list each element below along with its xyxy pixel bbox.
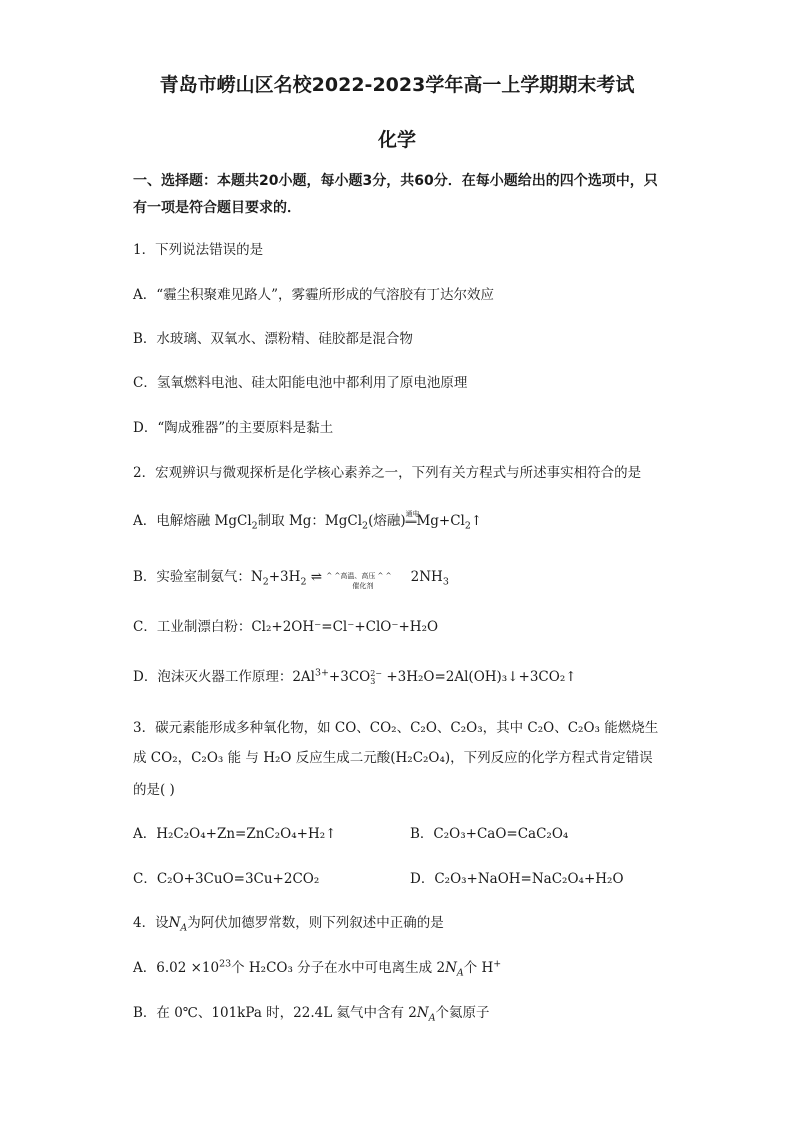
section-instruction-line1: 一、选择题：本题共20小题，每小题3分，共60分．在每小题给出的四个选项中，只	[133, 173, 658, 189]
q4-stem-prefix: 4．设	[133, 915, 169, 931]
q2-d-mid: +3	[328, 669, 349, 685]
q3-option-b: B．C₂O₃+CaO=CaC₂O₄	[410, 826, 569, 842]
q2-a-melt: (熔融)	[368, 513, 406, 529]
q4-stem-na: N	[168, 915, 181, 931]
q3-line1: 3．碳元素能形成多种氧化物，如 CO、CO₂、C₂O、C₂O₃，其中 C₂O、C₂O₃ 能燃烧生	[133, 720, 659, 736]
exam-title: 青岛市崂山区名校2022-2023学年高一上学期期末考试	[159, 74, 635, 96]
q2-a-text1: 制取 Mg：MgCl	[257, 513, 363, 529]
q2-d-prefix: D．泡沫灭火器工作原理：2Al	[133, 669, 315, 685]
q4-a-prefix: A．6.02 ×10	[133, 960, 220, 976]
q2-b-condition	[326, 569, 406, 590]
q2-option-a: A．电解熔融 MgCl$_2$制取 Mg：MgCl$_2$(熔融) 通电 $══Mg+Cl_2↑$	[133, 512, 482, 532]
q2-b-prefix: B．实验室制氨气：N	[133, 569, 263, 585]
q2-a-text2: Mg+Cl	[416, 513, 465, 529]
q4-a-mid: 个 H₂CO₃ 分子在水中可电离生成 2	[231, 960, 446, 976]
q4-stem: 4．设$N_A$为阿伏加德罗常数，则下列叙述中正确的是	[133, 915, 444, 934]
q3-option-d: D．C₂O₃+NaOH=NaC₂O₄+H₂O	[410, 871, 624, 887]
q4-b-end: 个氦原子	[435, 1005, 490, 1021]
q2-b-condition-bottom: 催化剂	[352, 581, 374, 590]
q2-option-c: C．工业制漂白粉：Cl₂+2OH⁻=Cl⁻+ClO⁻+H₂O	[133, 619, 439, 635]
q2-a-prefix: A．电解熔融	[133, 513, 211, 529]
subject-title: 化学	[377, 129, 416, 151]
section-instruction-line2: 有一项是符合题目要求的．	[133, 200, 301, 216]
q3-line2: 成 CO₂，C₂O₃ 能 与 H₂O 反应生成二元酸(H₂C₂O₄)，下列反应的化学方程式肯定错误	[133, 750, 653, 766]
q2-option-d: D．泡沫灭火器工作原理：$2Al^{3+}+3CO$ 2− 3 +3H₂O=2Al(OH)₃↓+3CO₂↑	[133, 667, 577, 686]
q2-b-condition-top: ^ ^高温、高压 ^ ^	[326, 571, 392, 580]
q2-stem: 2．宏观辨识与微观探析是化学核心素养之一，下列有关方程式与所述事实相符合的是	[133, 465, 642, 481]
q4-a-exp: 23	[219, 958, 232, 970]
q3-line3: 的是( )	[133, 782, 175, 798]
q1-option-a: A．“霾尘积聚难见路人”，雾霾所形成的气溶胶有丁达尔效应	[133, 287, 495, 303]
q3-option-a: A．H₂C₂O₄+Zn=ZnC₂O₄+H₂↑	[133, 826, 337, 842]
q1-option-d: D．“陶成雅器”的主要原料是黏土	[133, 420, 334, 436]
q2-a-electrolysis-sign: 通电 ══	[406, 514, 417, 532]
q1-option-c: C．氢氧燃料电池、硅太阳能电池中都利用了原电池原理	[133, 375, 468, 391]
q4-a-end: 个 H	[463, 960, 494, 976]
q2-a-condition: 通电	[405, 510, 420, 518]
q2-b-product: 2NH	[410, 569, 443, 585]
q1-option-b: B．水玻璃、双氧水、漂粉精、硅胶都是混合物	[133, 331, 413, 347]
q3-option-c: C．C₂O+3CuO=3Cu+2CO₂	[133, 871, 320, 887]
q4-b-prefix: B．在 0℃、101kPa 时，22.4L 氦气中含有 2	[133, 1005, 417, 1021]
q4-option-b: B．在 0℃、101kPa 时，22.4L 氦气中含有 $2N_A$个氦原子	[133, 1005, 490, 1024]
q1-stem: 1．下列说法错误的是	[133, 242, 264, 258]
q4-stem-suffix: 为阿伏加德罗常数，则下列叙述中正确的是	[187, 915, 444, 931]
q2-option-b: B．实验室制氨气：$N_2+3H_2$ ⇌ ^ ^高温、高压 ^ ^ 催化剂 $2NH_3$	[133, 568, 449, 587]
q2-d-end: +3H₂O=2Al(OH)₃↓+3CO₂↑	[386, 669, 577, 685]
q4-option-a: A．$6.02 \times 10^{23}$个 H₂CO₃ 分子在水中可电离生成 $2N_A$个 H+	[133, 958, 502, 979]
